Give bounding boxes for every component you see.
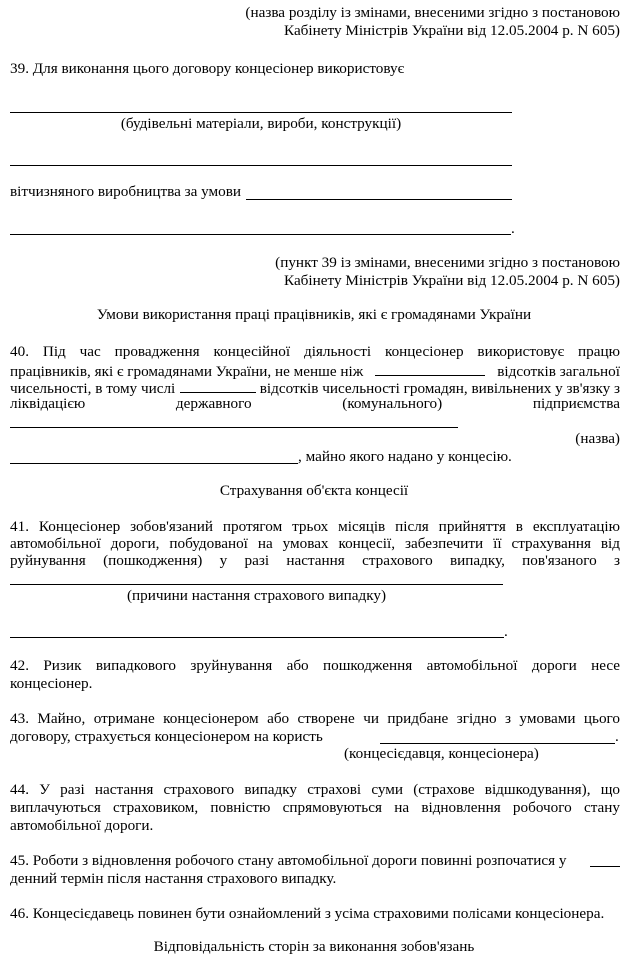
clause-45-line-2: денний термін після настання страхового випадку. [10,870,337,887]
section-heading-liability: Відповідальність сторін за виконання зобов'язань [153,938,475,955]
clause-41-line-1: 41. Концесіонер зобов'язаний протягом трьох місяців після прийняття в експлуатацію [10,518,620,535]
blank-line-materials[interactable] [10,112,512,113]
note-line: Кабінету Міністрів України від 12.05.2004 р. N 605) [284,22,620,39]
blank-line-enterprise[interactable] [10,427,458,428]
clause-39-domestic: вітчизняного виробництва за умови [10,183,242,200]
clause-44-line-1: 44. У разі настання страхового випадку страхові суми (страхове відшкодування), що [10,781,620,798]
clause-41-line-2: автомобільної дороги, побудованої на умовах концесії, забезпечити її страхування від [10,535,620,552]
blank-line-reasons-2[interactable] [10,637,504,638]
period: . [511,220,515,237]
clause-44-line-3: автомобільної дороги. [10,817,154,834]
period: . [615,728,619,745]
clause-43-line-1: 43. Майно, отримане концесіонером або створене чи придбане згідно з умовами цього [10,710,620,727]
clause-40-line-1: 40. Під час провадження концесійної діяльності концесіонер використовує працю [10,343,620,360]
clause-42-line-1: 42. Ризик випадкового зруйнування або пошкодження автомобільної дороги несе [10,657,620,674]
blank-days[interactable] [590,866,620,867]
blank-percent-released[interactable] [180,378,256,393]
caption-reasons: (причини настання страхового випадку) [126,587,387,604]
note-line: (пункт 39 із змінами, внесеними згідно з постановою [275,254,620,271]
blank-line-enterprise-name[interactable] [10,463,298,464]
amendment-note-clause-39 [275,254,620,290]
caption-materials: (будівельні матеріали, вироби, конструкції) [120,115,402,132]
clause-45-line-1: 45. Роботи з відновлення робочого стану автомобільної дороги повинні розпочатися у [10,852,567,869]
blank-line-reasons[interactable] [10,584,503,585]
section-heading-insurance: Страхування об'єкта концесії [219,482,409,499]
clause-42-line-2: концесіонер. [10,675,93,692]
blank-line-materials-2[interactable] [10,165,512,166]
note-line: (назва розділу із змінами, внесеними згідно з постановою [245,4,620,21]
caption-name: (назва) [575,430,620,447]
note-line: Кабінету Міністрів України від 12.05.2004 р. N 605) [284,272,620,289]
period: . [504,623,508,640]
blank-percent-total[interactable] [375,361,485,376]
text: відсотків загальної [497,363,620,380]
clause-43-line-2: договору, страхується концесіонером на користь [10,728,323,745]
clause-40-line-4: ліквідацією державного (комунального) підприємства [10,395,620,412]
caption-beneficiary: (концесієдавця, концесіонера) [344,745,539,762]
clause-40-end: , майно якого надано у концесію. [298,448,512,465]
blank-line-conditions-2[interactable] [10,234,511,235]
clause-44-line-2: виплачуються страховиком, повністю спрямовуються на відновлення робочого стану [10,799,620,816]
clause-39-intro: 39. Для виконання цього договору концесіонер використовує [10,60,405,77]
amendment-note-section [245,4,620,40]
text: працівників, які є громадянами України, не менше ніж [10,363,364,380]
text: відсотків чисельності громадян, вивільнених у зв'язку з [259,380,620,397]
blank-line-conditions[interactable] [246,199,512,200]
section-heading-labor: Умови використання праці працівників, які є громадянами України [96,306,532,323]
clause-46: 46. Концесієдавець повинен бути ознайомлений з усіма страховими полісами концесіонера. [10,905,605,922]
text: чисельності, в тому числі [10,380,176,397]
clause-41-line-3: руйнування (пошкодження) у разі настання страхового випадку, пов'язаного з [10,552,620,569]
blank-line-beneficiary[interactable] [380,743,615,744]
